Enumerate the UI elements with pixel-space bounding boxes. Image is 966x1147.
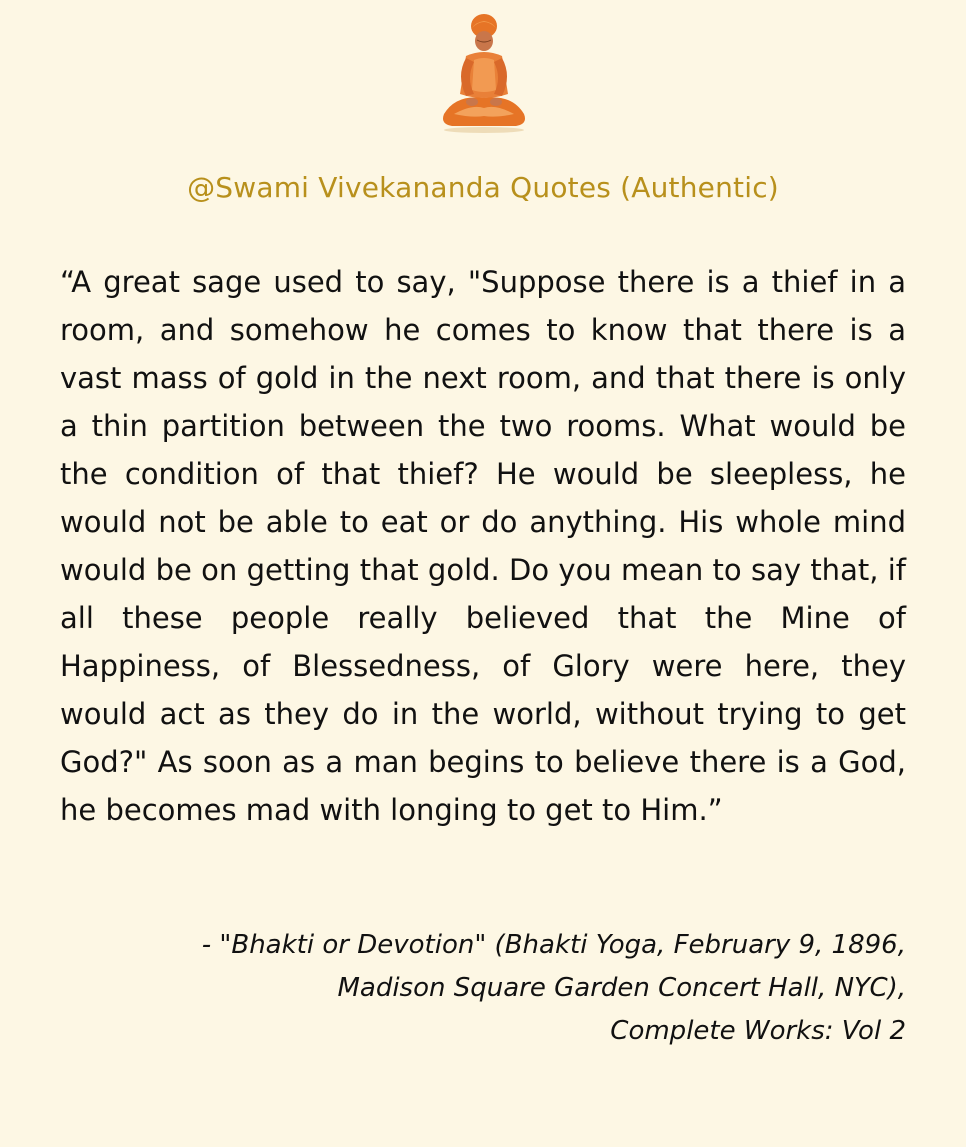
- source-line-2: Madison Square Garden Concert Hall, NYC),: [337, 973, 906, 1003]
- seated-monk-figure: [436, 10, 532, 134]
- page-handle: @Swami Vivekananda Quotes (Authentic): [187, 171, 779, 204]
- quote-text: “A great sage used to say, "Suppose there is a thief in a room, and somehow he comes to know that there is a vast mass of gold in the next room, and that there is only a thin partition between the two rooms. What would be the condition of that thief? He would be sleepless, he would not be able to eat or do anything. His whole mind would be on getting that gold. Do you mean to say that, if all these people really believed that the Mine of Happiness, of Blessedness, of Glory were here, they would act as they do in the world, without trying to get God?" As soon as a man begins to believe there is a God, he becomes mad with longing to get to Him.”: [60, 265, 906, 827]
- source-line-3: Complete Works: Vol 2: [610, 1016, 906, 1046]
- source-line-1: - "Bhakti or Devotion" (Bhakti Yoga, February 9, 1896,: [201, 930, 906, 960]
- quote-source: [86, 924, 906, 1053]
